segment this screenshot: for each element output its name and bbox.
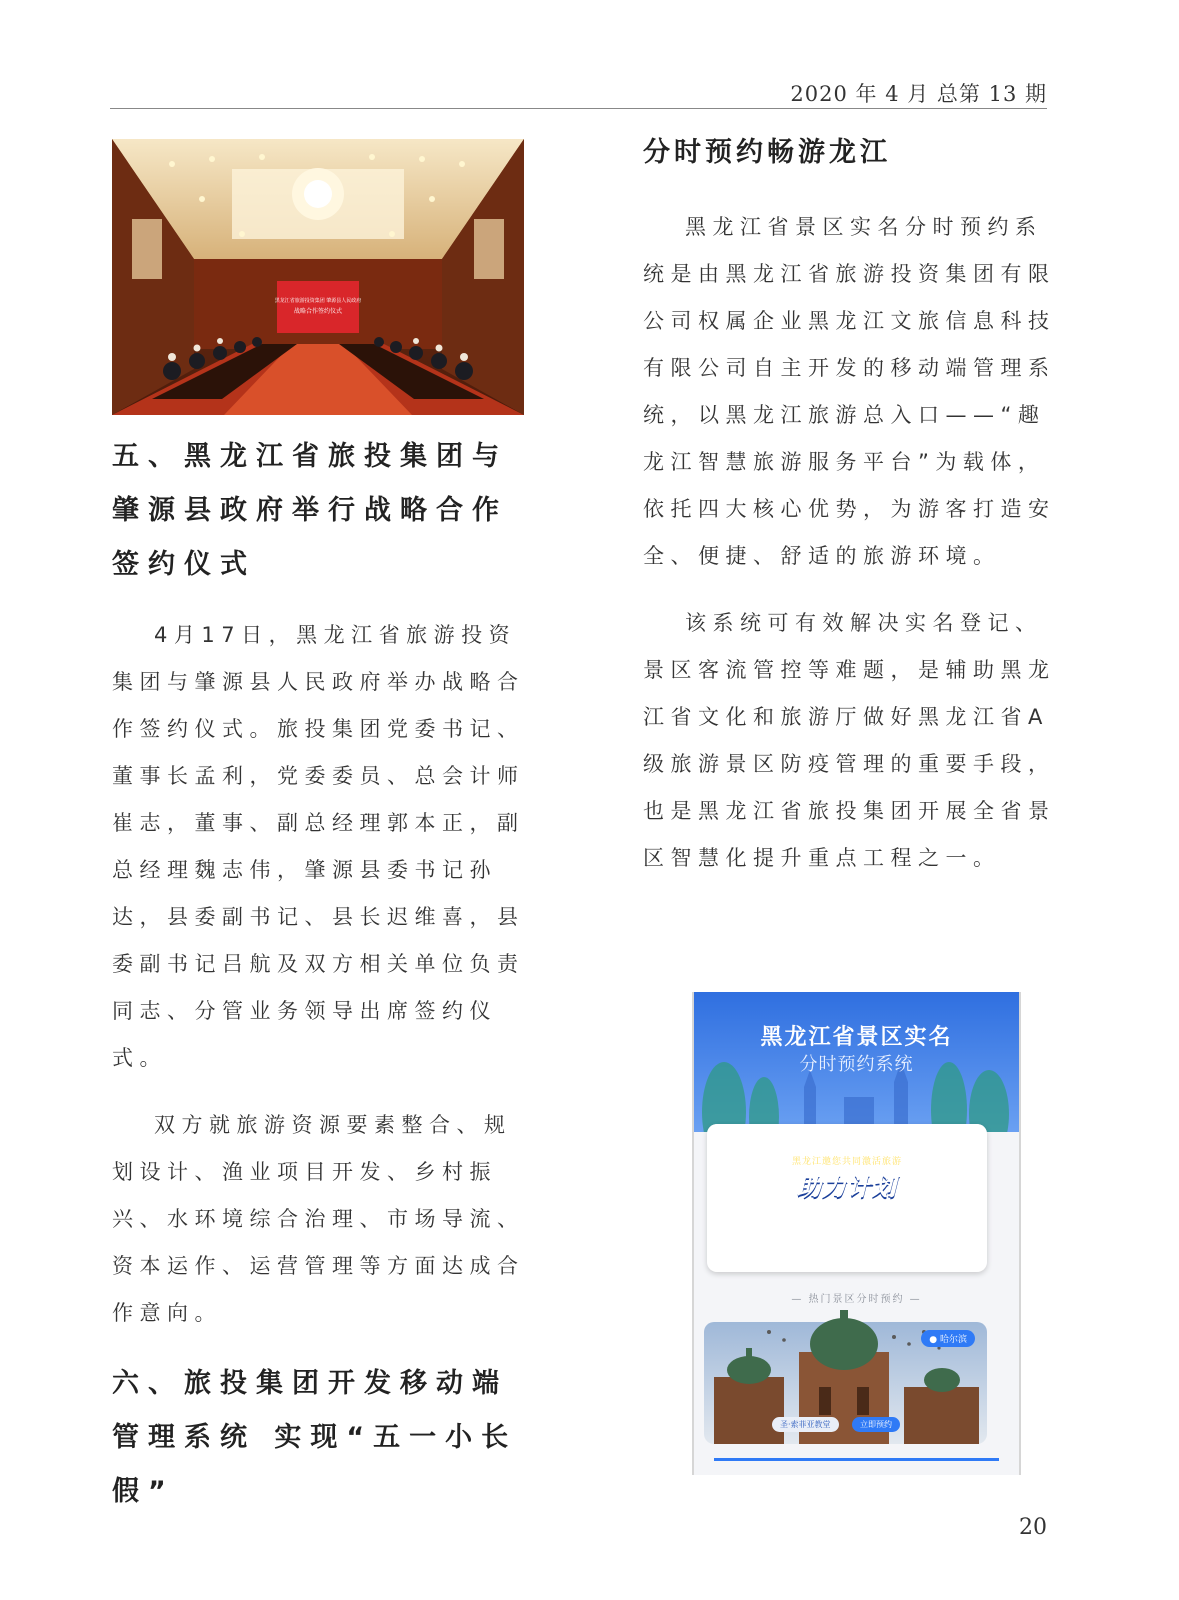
app-title: 黑龙江省景区实名 bbox=[760, 1025, 953, 1050]
right-paragraph-2: 该系统可有效解决实名登记、景区客流管控等难题，是辅助黑龙江省文化和旅游厅做好黑龙江省A级旅游景区防疫管理的重要手段，也是黑龙江省旅投集团开展全省景区智慧化提升重点工程之一。 bbox=[643, 611, 1056, 870]
hot-spots-label: — 热门景区分时预约 — bbox=[791, 1294, 922, 1305]
section5-paragraph-2: 双方就旅游资源要素整合、规划设计、渔业项目开发、乡村振兴、水环境综合治理、市场导流、资本运作、运营管理等方面达成合作意向。 bbox=[112, 1113, 525, 1325]
banner-line-2: 黑龙江邀您共同激活旅游 bbox=[791, 1157, 902, 1167]
banner-line-1: 直击行业痛点 携手迎接振兴 bbox=[785, 1144, 909, 1155]
promo-banner[interactable] bbox=[707, 1124, 987, 1272]
left-column bbox=[112, 430, 532, 1519]
page-number: 20 bbox=[1019, 1515, 1047, 1540]
right-subtitle: 分时预约畅游龙江 bbox=[643, 137, 891, 168]
app-subtitle: 分时预约系统 bbox=[799, 1054, 914, 1075]
issue-label: 2020 年 4 月 总第 13 期 bbox=[790, 82, 1047, 106]
section5-paragraph-1: 4月17日，黑龙江省旅游投资集团与肇源县人民政府举办战略合作签约仪式。旅投集团党委书记、董事长孟利，党委委员、总会计师崔志，董事、副总经理郭本正，副总经理魏志伟，肇源县委书记孙达，县委副书记、县长迟维喜，县委副书记吕航及双方相关单位负责同志、分管业务领导出席签约仪式。 bbox=[112, 623, 525, 1070]
scenic-spot-card[interactable] bbox=[704, 1322, 987, 1444]
signing-ceremony-photo bbox=[112, 139, 524, 415]
location-pin-icon: ● bbox=[929, 1335, 940, 1345]
section6-heading: 六、旅投集团开发移动端管理系统 实现“五一小长假” bbox=[112, 1368, 518, 1507]
spot-name-pill: 圣·索菲亚教堂 bbox=[772, 1417, 839, 1432]
book-now-button[interactable]: 立即预约 bbox=[852, 1417, 900, 1432]
page-header bbox=[110, 78, 1047, 109]
screen-text-line2: 战略合作签约仪式 bbox=[293, 308, 343, 315]
banner-headline: 助力计划 bbox=[797, 1173, 897, 1201]
app-screenshot bbox=[692, 992, 1021, 1475]
section5-heading: 五、黑龙江省旅投集团与肇源县政府举行战略合作签约仪式 bbox=[112, 441, 508, 580]
location-badge[interactable] bbox=[921, 1330, 975, 1347]
ceremony-illustration bbox=[112, 139, 524, 415]
screen-text-line1: 黑龙江省旅游投资集团 肇源县人民政府 bbox=[274, 298, 362, 304]
location-label: 哈尔滨 bbox=[939, 1335, 967, 1345]
right-paragraph-1: 黑龙江省景区实名分时预约系统是由黑龙江省旅游投资集团有限公司权属企业黑龙江文旅信息科技有限公司自主开发的移动端管理系统，以黑龙江旅游总入口——“趣龙江智慧旅游服务平台”为载体，依托四大核心优势，为游客打造安全、便捷、舒适的旅游环境。 bbox=[643, 215, 1056, 568]
right-column bbox=[643, 128, 1063, 882]
